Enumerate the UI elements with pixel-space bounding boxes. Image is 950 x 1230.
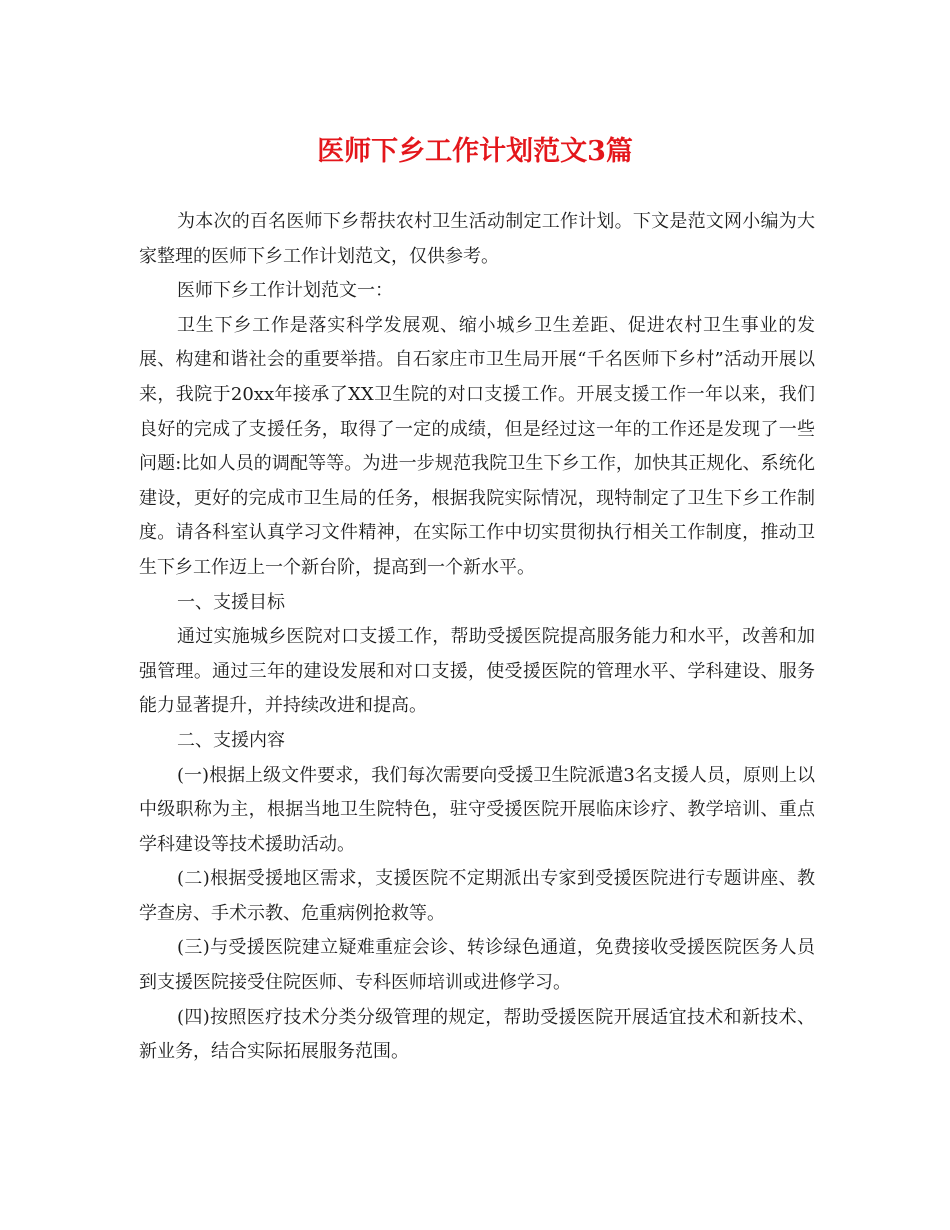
paragraph-item-1: (一)根据上级文件要求，我们每次需要向受援卫生院派遣3名支援人员，原则上以中级职称为主，根据当地卫生院特色，驻守受援医院开展临床诊疗、教学培训、重点学科建设等技术援助活动。 xyxy=(139,764,815,855)
paragraph-intro: 为本次的百名医师下乡帮扶农村卫生活动制定工作计划。下文是范文网小编为大家整理的医师下乡工作计划范文，仅供参考。 xyxy=(139,211,815,267)
section-heading-content: 二、支援内容 xyxy=(177,729,285,751)
paragraph-item-4: (四)按照医疗技术分类分级管理的规定，帮助受援医院开展适宜技术和新技术、新业务，结合实际拓展服务范围。 xyxy=(139,1006,815,1063)
paragraph-goal: 通过实施城乡医院对口支援工作，帮助受援医院提高服务能力和水平，改善和加强管理。通过三年的建设发展和对口支援，使受援医院的管理水平、学科建设、服务能力显著提升，并持续改进和提高。 xyxy=(139,626,815,717)
document-body xyxy=(139,205,815,1070)
section-heading-goal: 一、支援目标 xyxy=(177,591,285,613)
paragraph-item-2: (二)根据受援地区需求，支援医院不定期派出专家到受援医院进行专题讲座、教学查房、手术示教、危重病例抢救等。 xyxy=(139,868,815,924)
document-title: 医师下乡工作计划范文3篇 xyxy=(317,136,633,167)
paragraph-item-3: (三)与受援医院建立疑难重症会诊、转诊绿色通道，免费接收受援医院医务人员到支援医院接受住院医师、专科医师培训或进修学习。 xyxy=(139,937,815,994)
paragraph-overview: 卫生下乡工作是落实科学发展观、缩小城乡卫生差距、促进农村卫生事业的发展、构建和谐社会的重要举措。自石家庄市卫生局开展“千名医师下乡村”活动开展以来，我院于20xx年接承了XX卫生院的对口支援工作。开展支援工作一年以来，我们良好的完成了支援任务，取得了一定的成绩，但是经过这一年的工作还是发现了一些问题:比如人员的调配等等。为进一步规范我院卫生下乡工作，加快其正规化、系统化建设，更好的完成市卫生局的任务，根据我院实际情况，现特制定了卫生下乡工作制度。请各科室认真学习文件精神，在实际工作中切实贯彻执行相关工作制度，推动卫生下乡工作迈上一个新台阶，提高到一个新水平。 xyxy=(139,314,815,578)
paragraph-sample-heading: 医师下乡工作计划范文一： xyxy=(177,280,393,302)
